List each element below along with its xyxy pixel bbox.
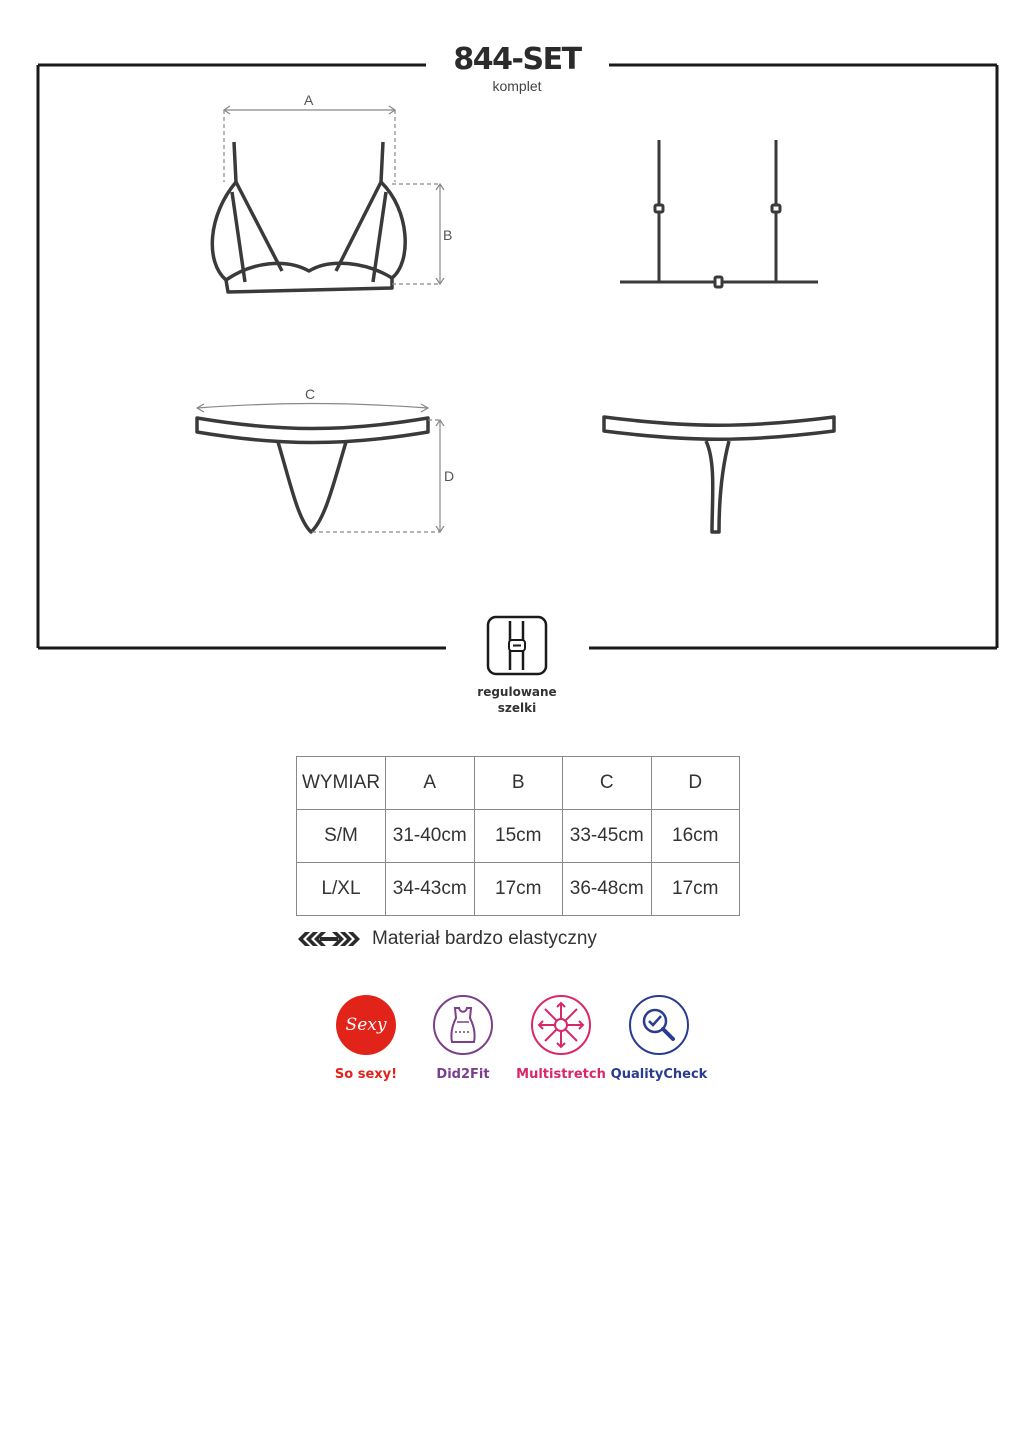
badge-multistretch <box>511 994 611 1082</box>
table-cell: 34-43cm <box>386 863 475 916</box>
size-table <box>296 756 740 916</box>
sexy-icon-text: Sexy <box>345 1015 387 1035</box>
adjustable-straps-label <box>457 684 577 716</box>
table-cell: 33-45cm <box>563 810 652 863</box>
badge-did2fit <box>413 994 513 1082</box>
table-cell: S/M <box>297 810 386 863</box>
badge-label: Multistretch <box>516 1067 606 1082</box>
frame-border <box>38 65 997 648</box>
table-cell: 36-48cm <box>563 863 652 916</box>
table-cell: 31-40cm <box>386 810 475 863</box>
thong-front-drawing <box>197 418 428 532</box>
table-header-cell: WYMIAR <box>297 757 386 810</box>
table-row <box>297 863 740 916</box>
dimension-b-label: B <box>443 227 453 243</box>
adjustable-straps-icon <box>488 617 546 674</box>
badge-label: So sexy! <box>334 1067 398 1082</box>
elastic-note <box>296 926 597 952</box>
dimension-c-label: C <box>305 386 316 402</box>
double-arrow-icon <box>296 930 362 948</box>
sexy-icon <box>335 994 397 1056</box>
table-header-cell: A <box>386 757 475 810</box>
product-title: 844-SET <box>453 42 581 77</box>
table-header-row <box>297 757 740 810</box>
dimension-a-line <box>224 106 395 182</box>
dimension-c-line <box>197 404 428 413</box>
title-block <box>417 42 617 94</box>
table-row <box>297 810 740 863</box>
table-cell: 17cm <box>474 863 563 916</box>
table-cell: 16cm <box>651 810 740 863</box>
table-header-cell: B <box>474 757 563 810</box>
dimension-a-label: A <box>304 92 314 108</box>
feature-line-2: szelki <box>497 701 537 715</box>
table-header-cell: C <box>563 757 652 810</box>
badge-label: Did2Fit <box>436 1067 490 1082</box>
dimension-d-line <box>312 420 444 532</box>
product-subtitle: komplet <box>492 78 542 94</box>
stretch-arrows-icon <box>530 994 592 1056</box>
dimension-d-label: D <box>444 468 455 484</box>
feature-line-1: regulowane <box>477 685 557 699</box>
bra-front-drawing <box>212 142 405 292</box>
badge-label: QualityCheck <box>610 1067 708 1082</box>
table-cell: 15cm <box>474 810 563 863</box>
bra-back-drawing <box>620 140 818 287</box>
elastic-text: Materiał bardzo elastyczny <box>372 928 597 949</box>
badge-so-sexy <box>316 994 416 1082</box>
table-cell: 17cm <box>651 863 740 916</box>
table-cell: L/XL <box>297 863 386 916</box>
magnifier-check-icon <box>628 994 690 1056</box>
table-header-cell: D <box>651 757 740 810</box>
thong-back-drawing <box>604 417 834 532</box>
dress-fit-icon <box>432 994 494 1056</box>
badge-qualitycheck <box>609 994 709 1082</box>
